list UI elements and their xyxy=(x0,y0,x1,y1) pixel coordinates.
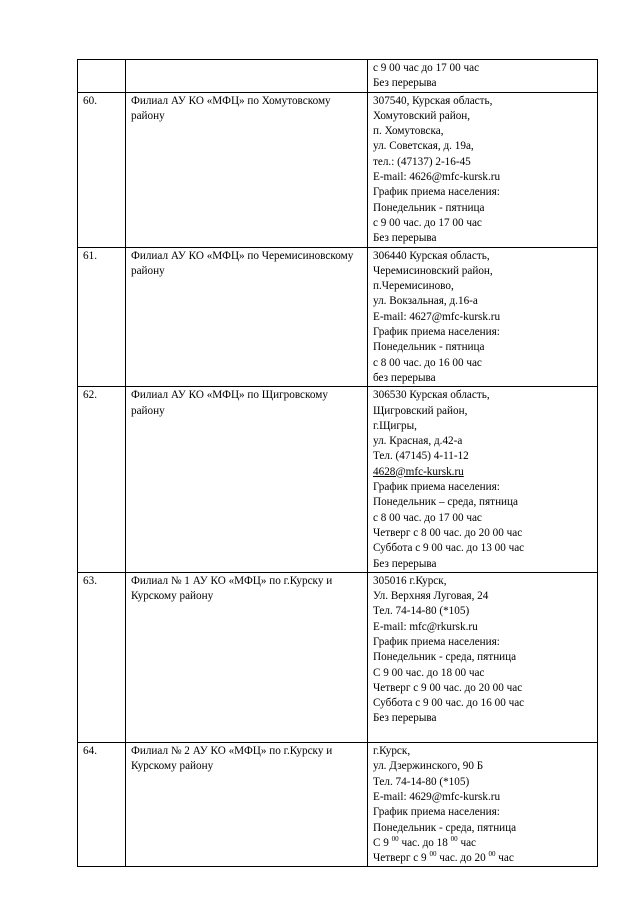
row-number xyxy=(78,60,126,93)
branch-name xyxy=(126,60,368,93)
contact-line: Понедельник - пятница xyxy=(373,341,485,354)
contact-line: Понедельник - пятница xyxy=(373,201,485,214)
row-number: 62. xyxy=(78,387,126,573)
branch-contacts xyxy=(368,572,598,742)
contact-line: без перерыва xyxy=(373,371,436,384)
superscript-minutes: 00 xyxy=(391,834,399,843)
contact-line: Понедельник - среда, пятница xyxy=(373,821,517,834)
email-link[interactable]: 4628@mfc-kursk.ru xyxy=(373,465,464,478)
contact-line: с 8 00 час. до 17 00 час xyxy=(373,511,482,524)
contact-line: п.Черемисиново, xyxy=(373,280,454,293)
contact-line: ул. Советская, д. 19а, xyxy=(373,140,474,153)
contact-line: 307540, Курская область, xyxy=(373,94,493,107)
contact-line: Черемисиновский район, xyxy=(373,264,493,277)
contact-line: Ул. Верхняя Луговая, 24 xyxy=(373,590,489,603)
contact-line: График приема населения: xyxy=(373,635,500,648)
contact-line: E-mail: 4626@mfc-kursk.ru xyxy=(373,171,501,184)
contact-line: График приема населения: xyxy=(373,186,500,199)
table-row xyxy=(78,743,598,867)
contact-line: с 8 00 час. до 16 00 час xyxy=(373,356,482,369)
contact-line: Без перерыва xyxy=(373,77,437,90)
branch-name: Филиал № 1 АУ КО «МФЦ» по г.Курску и Курскому району xyxy=(126,572,368,742)
contact-line: ул. Вокзальная, д.16-а xyxy=(373,295,478,308)
contact-line: г.Курск, xyxy=(373,745,411,758)
contact-line: г.Щигры, xyxy=(373,419,417,432)
contact-line: График приема населения: xyxy=(373,481,500,494)
contact-line: Хомутовский район, xyxy=(373,109,471,122)
contact-line: 306440 Курская область, xyxy=(373,249,490,262)
contact-line xyxy=(373,727,593,742)
mfc-branches-table xyxy=(77,59,598,867)
contact-line: E-mail: mfc@rkursk.ru xyxy=(373,620,478,633)
table-row xyxy=(78,572,598,742)
contact-line: С 9 00 час. до 18 00 час xyxy=(373,666,485,679)
contact-line: ул. Дзержинского, 90 Б xyxy=(373,760,484,773)
contact-line: Суббота с 9 00 час. до 16 00 час xyxy=(373,697,525,710)
contact-line: Тел. (47145) 4-11-12 xyxy=(373,450,469,463)
contact-line: Понедельник - среда, пятница xyxy=(373,651,517,664)
text-fragment: Четверг с 9 xyxy=(373,852,430,865)
table-row xyxy=(78,387,598,573)
contact-line: Четверг с 8 00 час. до 20 00 час xyxy=(373,526,523,539)
schedule-line xyxy=(373,851,593,866)
table-row xyxy=(78,247,598,387)
row-number: 64. xyxy=(78,743,126,867)
branch-contacts xyxy=(368,92,598,247)
contact-line: Суббота с 9 00 час. до 13 00 час xyxy=(373,542,525,555)
contact-line: Без перерыва xyxy=(373,557,437,570)
contact-line: Тел. 74-14-80 (*105) xyxy=(373,605,470,618)
contact-line: Без перерыва xyxy=(373,232,437,245)
branch-name: Филиал АУ КО «МФЦ» по Щигровскому району xyxy=(126,387,368,573)
contact-line: Тел. 74-14-80 (*105) xyxy=(373,775,470,788)
contact-line: с 9 00 час. до 17 00 час xyxy=(373,216,482,229)
text-fragment: С 9 xyxy=(373,836,392,849)
branch-name: Филиал АУ КО «МФЦ» по Хомутовскому району xyxy=(126,92,368,247)
text-fragment: час xyxy=(457,836,477,849)
table-row xyxy=(78,60,598,93)
contact-line: График приема населения: xyxy=(373,326,500,339)
contact-line: тел.: (47137) 2-16-45 xyxy=(373,155,471,168)
table-row xyxy=(78,92,598,247)
text-fragment: час xyxy=(495,852,514,865)
contact-line: Четверг с 9 00 час. до 20 00 час xyxy=(373,681,523,694)
branch-contacts xyxy=(368,247,598,387)
text-fragment: час. до 18 xyxy=(398,836,451,849)
contact-line: п. Хомутовска, xyxy=(373,125,444,138)
branch-contacts xyxy=(368,387,598,573)
superscript-minutes: 00 xyxy=(450,834,458,843)
row-number: 63. xyxy=(78,572,126,742)
contact-line: Понедельник – среда, пятница xyxy=(373,496,518,509)
schedule-line xyxy=(373,836,593,851)
table-body xyxy=(78,60,598,867)
row-number: 61. xyxy=(78,247,126,387)
branch-contacts xyxy=(368,743,598,867)
contact-line: Щигровский район, xyxy=(373,404,468,417)
contact-line: E-mail: 4627@mfc-kursk.ru xyxy=(373,310,501,323)
contact-line: с 9 00 час до 17 00 час xyxy=(373,62,480,74)
branch-name: Филиал АУ КО «МФЦ» по Черемисиновскому району xyxy=(126,247,368,387)
contact-line: График приема населения: xyxy=(373,806,500,819)
contact-line: ул. Красная, д.42-а xyxy=(373,435,463,448)
branch-contacts xyxy=(368,60,598,93)
superscript-minutes: 00 xyxy=(429,850,437,859)
contact-line: E-mail: 4629@mfc-kursk.ru xyxy=(373,790,501,803)
contact-line: 305016 г.Курск, xyxy=(373,574,447,587)
branch-name: Филиал № 2 АУ КО «МФЦ» по г.Курску и Курскому району xyxy=(126,743,368,867)
text-fragment: час. до 20 xyxy=(436,852,489,865)
contact-line: Без перерыва xyxy=(373,712,437,725)
row-number: 60. xyxy=(78,92,126,247)
superscript-minutes: 00 xyxy=(488,850,496,859)
contact-line: 306530 Курская область, xyxy=(373,389,490,402)
